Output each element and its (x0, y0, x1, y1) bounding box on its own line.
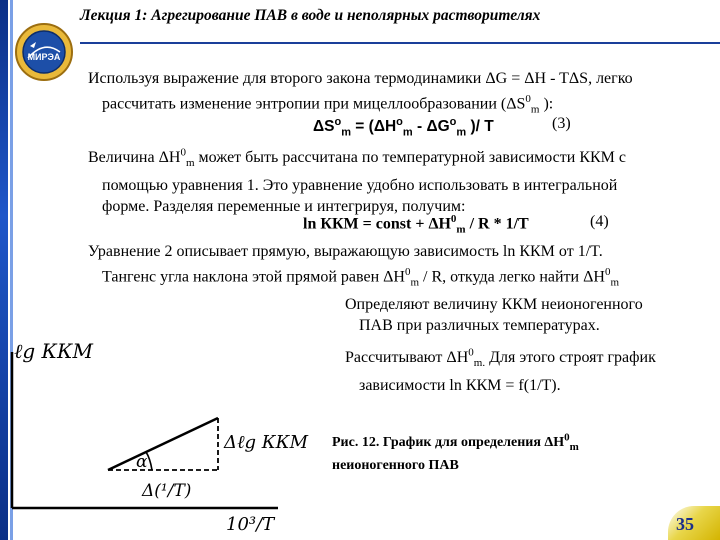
subscript: m (185, 157, 195, 170)
x-axis-label: 10³/T (226, 514, 275, 535)
eq-fragment: / R * 1/T (465, 215, 529, 233)
text-fragment: рассчитать изменение энтропии при мицеллообразовании (ΔS (102, 95, 526, 113)
superscript: 0 (180, 147, 186, 159)
subscript: m (341, 126, 351, 139)
subscript: m. (473, 357, 486, 370)
eq-fragment: ln ККМ = const + ΔH (303, 215, 451, 233)
superscript: 0 (404, 266, 411, 278)
header-divider (80, 42, 720, 44)
subscript: m (569, 440, 579, 453)
equation-3 (313, 116, 494, 138)
paragraph-line (88, 262, 718, 294)
superscript: 0 (468, 347, 474, 359)
subscript: m (456, 126, 467, 139)
subscript: m (456, 223, 466, 236)
subscript: m (410, 276, 420, 289)
subscript: m (402, 126, 413, 139)
caption-line (332, 431, 579, 453)
superscript: o (396, 116, 403, 128)
paragraph-line (345, 347, 656, 370)
page-title: Лекция 1: Агрегирование ПАВ в воде и неполярных растворителях (80, 7, 541, 24)
eq-fragment: = (ΔH (351, 118, 397, 136)
paragraph-line: ПАВ при различных температурах. (359, 317, 600, 334)
paragraph-line: помощью уравнения 1. Это уравнение удобно использовать в интегральной (102, 176, 618, 194)
superscript: o (334, 116, 342, 128)
delta-x-label: Δ(¹/T) (142, 481, 192, 501)
lgkkm-graph (0, 330, 330, 540)
text-fragment: Рассчитывают ΔH (345, 349, 469, 367)
text-fragment: / R, откуда легко найти ΔH (419, 268, 605, 286)
paragraph-line: Используя выражение для второго закона термодинамики ΔG = ΔH - TΔS, легко (88, 70, 633, 87)
paragraph-line: Определяют величину ККМ неионогенного (345, 296, 643, 313)
alpha-label: α (136, 452, 148, 472)
subscript: m (530, 103, 540, 116)
text-fragment: Рис. 12. График для определения ΔH (332, 434, 565, 450)
equation-4 (303, 213, 529, 236)
eq-fragment: )/ T (466, 118, 494, 136)
figure-caption (332, 428, 622, 475)
page-number: 35 (676, 514, 694, 534)
text-fragment: может быть рассчитана по температурной зависимости ККМ с (194, 149, 626, 167)
subscript: m (610, 276, 620, 289)
y-axis-label: ℓg ККМ (14, 339, 93, 363)
text-fragment: Для этого строят график (485, 349, 656, 367)
logo-text: МИРЭА (27, 52, 61, 62)
equation-4-number: (4) (590, 213, 609, 230)
superscript: 0 (604, 266, 611, 278)
paragraph-line: зависимости ln ККМ = f(1/T). (359, 376, 561, 394)
eq-fragment: ΔS (313, 118, 335, 136)
superscript: 0 (525, 93, 531, 105)
equation-3-number: (3) (552, 115, 571, 132)
delta-y-label: Δℓg ККМ (224, 432, 309, 453)
paragraph-enthalpy (88, 143, 718, 217)
eq-fragment: - ΔG (412, 118, 450, 136)
paragraph-line (88, 147, 626, 170)
paragraph-step2 (345, 343, 715, 396)
mirea-logo-icon (14, 22, 74, 82)
text-fragment: ): (539, 95, 554, 113)
paragraph-slope (88, 241, 718, 294)
text-fragment: Величина ΔH (88, 149, 181, 167)
text-fragment: Тангенс угла наклона этой прямой равен ΔH (102, 268, 405, 286)
paragraph-entropy (88, 68, 718, 121)
paragraph-line: Уравнение 2 описывает прямую, выражающую зависимость ln ККМ от 1/T. (88, 243, 603, 260)
caption-line: неионогенного ПАВ (332, 458, 459, 474)
paragraph-step1 (345, 294, 715, 336)
data-line (108, 418, 218, 470)
superscript: 0 (450, 213, 457, 225)
paragraph-line: форме. Разделяя переменные и интегрируя, получим: (102, 197, 466, 215)
superscript: o (449, 116, 457, 128)
superscript: 0 (564, 431, 570, 443)
